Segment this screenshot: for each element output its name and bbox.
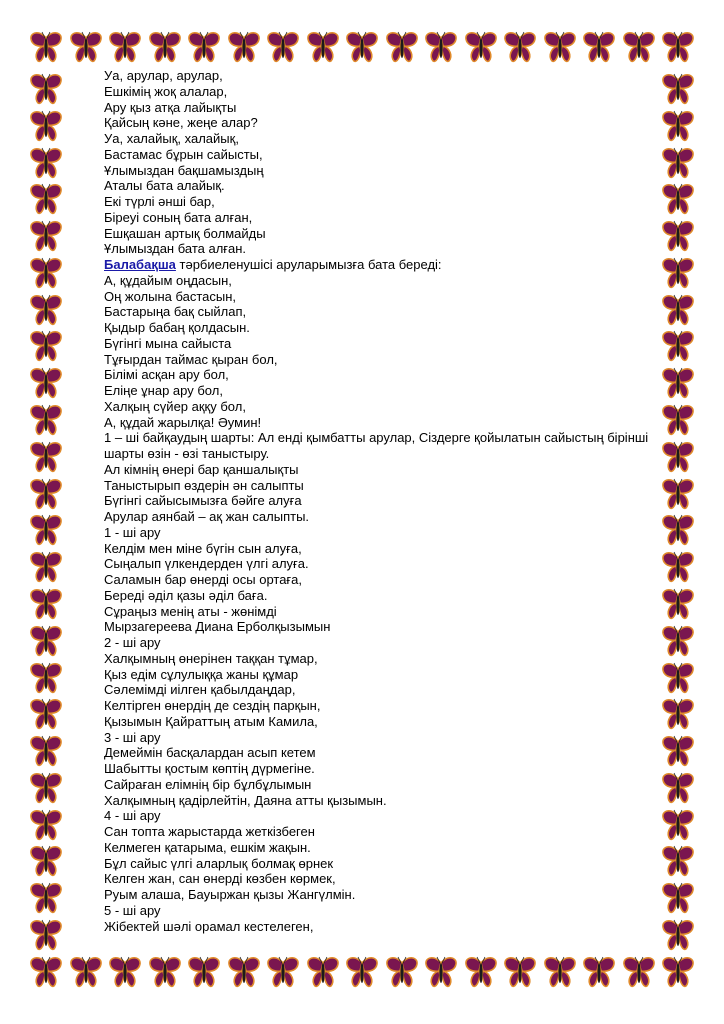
butterfly-icon bbox=[28, 881, 64, 915]
butterfly-icon bbox=[107, 30, 143, 64]
butterfly-icon bbox=[28, 955, 64, 989]
poem-line: 2 - ші ару bbox=[104, 635, 161, 650]
poem-line: Ешкімің жоқ алалар, bbox=[104, 83, 228, 99]
poem-line: Сан топта жарыстарда жеткізбеген bbox=[104, 824, 315, 839]
poem-line: 4 - ші ару bbox=[104, 808, 161, 824]
poem-line: Ешқашан артық болмайды bbox=[104, 225, 266, 241]
butterfly-icon bbox=[28, 440, 64, 474]
poem-line: Оң жолына бастасын, bbox=[104, 288, 237, 304]
butterfly-icon bbox=[28, 293, 64, 327]
butterfly-icon bbox=[107, 955, 143, 989]
butterfly-icon bbox=[147, 955, 183, 989]
butterfly-icon bbox=[28, 219, 64, 253]
poem-line: Қыдыр бабаң қолдасын. bbox=[104, 320, 250, 335]
butterfly-icon bbox=[660, 661, 696, 695]
poem-line: 3 - ші ару bbox=[104, 729, 161, 745]
poem-line: Аталы бата алайық. bbox=[104, 178, 225, 194]
butterfly-icon bbox=[28, 72, 64, 106]
poem-line: Екі түрлі әнші бар, bbox=[104, 194, 215, 209]
poem-line: Халқымның қадірлейтін, Даяна атты қызымын. bbox=[104, 792, 387, 808]
butterfly-icon bbox=[344, 955, 380, 989]
contest-condition-paragraph: 1 – ші байқаудың шарты: Ал енді қымбатты арулар, Сіздерге қойылатын сайыстың бірінші шарты өзін - өзі таныстыру. bbox=[104, 430, 649, 461]
butterfly-icon bbox=[660, 72, 696, 106]
butterfly-icon bbox=[28, 513, 64, 547]
butterfly-icon bbox=[660, 477, 696, 511]
butterfly-icon bbox=[621, 30, 657, 64]
poem-line: Бұл сайыс үлгі аларлық болмақ өрнек bbox=[104, 855, 334, 871]
poem-line: А, құдайым оңдасын, bbox=[104, 272, 232, 288]
butterfly-icon bbox=[265, 30, 301, 64]
butterfly-icon bbox=[542, 955, 578, 989]
butterfly-icon bbox=[28, 918, 64, 952]
butterfly-icon bbox=[384, 30, 420, 64]
butterfly-border-left bbox=[28, 72, 64, 952]
butterfly-icon bbox=[344, 30, 380, 64]
blessing-intro-line bbox=[104, 257, 664, 273]
butterfly-icon bbox=[660, 550, 696, 584]
poem-line: Келмеген қатарыма, ешкім жақын. bbox=[104, 839, 311, 855]
poem-lines-blessing bbox=[104, 273, 664, 431]
butterfly-icon bbox=[660, 734, 696, 768]
butterfly-icon bbox=[28, 256, 64, 290]
butterfly-icon bbox=[621, 955, 657, 989]
butterfly-border-bottom bbox=[28, 955, 696, 991]
butterfly-icon bbox=[660, 182, 696, 216]
poem-line: Білімі асқан ару бол, bbox=[104, 367, 229, 383]
poem-line: 1 - ші ару bbox=[104, 524, 161, 540]
poem-line: Уа, халайық, халайық, bbox=[104, 131, 239, 146]
butterfly-icon bbox=[226, 30, 262, 64]
poem-line: Мырзагереева Диана Ерболқызымын bbox=[104, 619, 331, 635]
butterfly-icon bbox=[68, 30, 104, 64]
poem-line: Таныстырып өздерін ән салыпты bbox=[104, 477, 304, 493]
poem-line: Келтірген өнердің де сездің парқын, bbox=[104, 698, 321, 713]
blessing-intro-text: тәрбиеленушісі аруларымызға бата береді: bbox=[175, 257, 442, 272]
poem-line: Қызымын Қайраттың атым Камила, bbox=[104, 713, 318, 729]
butterfly-border-right bbox=[660, 72, 696, 952]
butterfly-icon bbox=[660, 955, 696, 989]
poem-line: А, құдай жарылқа! Әумин! bbox=[104, 414, 262, 430]
butterfly-border-top bbox=[28, 30, 696, 66]
butterfly-icon bbox=[28, 403, 64, 437]
butterfly-icon bbox=[660, 256, 696, 290]
butterfly-icon bbox=[305, 955, 341, 989]
butterfly-icon bbox=[28, 697, 64, 731]
butterfly-icon bbox=[660, 366, 696, 400]
poem-line: Жібектей шәлі орамал кестелеген, bbox=[104, 918, 314, 934]
butterfly-icon bbox=[186, 955, 222, 989]
poem-line: Келген жан, сан өнерді көзбен көрмек, bbox=[104, 871, 336, 887]
poem-line: Бүгінгі мына сайыста bbox=[104, 335, 232, 351]
butterfly-icon bbox=[147, 30, 183, 64]
poem-line: Біреуі соның бата алған, bbox=[104, 209, 253, 225]
poem-line: Қайсың кәне, жеңе алар? bbox=[104, 115, 258, 131]
poem-line: Ал кімнің өнері бар қаншалықты bbox=[104, 461, 299, 477]
butterfly-icon bbox=[660, 30, 696, 64]
butterfly-icon bbox=[28, 109, 64, 143]
butterfly-icon bbox=[423, 30, 459, 64]
butterfly-icon bbox=[28, 771, 64, 805]
butterfly-icon bbox=[28, 30, 64, 64]
butterfly-icon bbox=[660, 403, 696, 437]
butterfly-icon bbox=[226, 955, 262, 989]
poem-line: Сәлемімді иілген қабылдаңдар, bbox=[104, 682, 296, 698]
balabaksha-link[interactable]: Балабақша bbox=[104, 257, 176, 272]
butterfly-icon bbox=[502, 30, 538, 64]
poem-line: Сыңалып үлкендерден үлгі алуға. bbox=[104, 556, 309, 572]
poem-line: Сұраңыз менің аты - жөнімді bbox=[104, 603, 277, 619]
poem-line: Ұлымыздан бата алған. bbox=[104, 241, 247, 257]
butterfly-icon bbox=[265, 955, 301, 989]
poem-line: Бүгінгі сайысымызға бәйге алуға bbox=[104, 493, 302, 509]
poem-line: Береді әділ қазы әділ баға. bbox=[104, 587, 268, 603]
poem-line: Қыз едім сұлулыққа жаны құмар bbox=[104, 666, 299, 682]
poem-line: Келдім мен міне бүгін сын алуға, bbox=[104, 540, 302, 556]
butterfly-icon bbox=[660, 918, 696, 952]
poem-line: Халқың сүйер аққу бол, bbox=[104, 398, 246, 414]
butterfly-icon bbox=[28, 844, 64, 878]
butterfly-icon bbox=[463, 30, 499, 64]
poem-line: Бастарыңа бақ сыйлап, bbox=[104, 304, 247, 320]
butterfly-icon bbox=[660, 771, 696, 805]
butterfly-icon bbox=[660, 624, 696, 658]
poem-line: Тұғырдан таймас қыран бол, bbox=[104, 351, 278, 367]
butterfly-icon bbox=[660, 513, 696, 547]
butterfly-icon bbox=[660, 697, 696, 731]
poem-line: Руым алаша, Бауыржан қызы Жангүлмін. bbox=[104, 887, 356, 902]
butterfly-icon bbox=[28, 661, 64, 695]
butterfly-icon bbox=[305, 30, 341, 64]
butterfly-icon bbox=[660, 146, 696, 180]
butterfly-icon bbox=[502, 955, 538, 989]
poem-line: Арулар аянбай – ақ жан салыпты. bbox=[104, 509, 310, 524]
poem-line: Ұлымыздан бақшамыздың bbox=[104, 162, 264, 178]
poem-lines-intro bbox=[104, 68, 664, 257]
poem-line: Шабытты қостым көптің дүрмегіне. bbox=[104, 761, 315, 776]
butterfly-icon bbox=[542, 30, 578, 64]
poem-line: Ару қыз атқа лайықты bbox=[104, 99, 237, 115]
butterfly-icon bbox=[28, 587, 64, 621]
butterfly-icon bbox=[660, 881, 696, 915]
butterfly-icon bbox=[28, 624, 64, 658]
poem-line: Бастамас бұрын сайысты, bbox=[104, 146, 263, 162]
butterfly-icon bbox=[660, 844, 696, 878]
butterfly-icon bbox=[660, 808, 696, 842]
poem-lines-contestants bbox=[104, 462, 664, 935]
butterfly-icon bbox=[423, 955, 459, 989]
butterfly-icon bbox=[660, 329, 696, 363]
butterfly-icon bbox=[581, 955, 617, 989]
poem-line: Сайраған елімнің бір бұлбұлымын bbox=[104, 776, 312, 792]
poem-line: Еліңе ұнар ару бол, bbox=[104, 383, 223, 398]
butterfly-icon bbox=[186, 30, 222, 64]
butterfly-icon bbox=[68, 955, 104, 989]
poem-line: 5 - ші ару bbox=[104, 902, 161, 918]
butterfly-icon bbox=[28, 550, 64, 584]
butterfly-icon bbox=[660, 219, 696, 253]
butterfly-icon bbox=[28, 734, 64, 768]
butterfly-icon bbox=[581, 30, 617, 64]
poem-line: Демеймін басқалардан асып кетем bbox=[104, 745, 316, 761]
poem-line: Халқымның өнерінен таққан тұмар, bbox=[104, 650, 318, 666]
butterfly-icon bbox=[28, 329, 64, 363]
butterfly-icon bbox=[660, 587, 696, 621]
butterfly-icon bbox=[28, 808, 64, 842]
butterfly-icon bbox=[28, 182, 64, 216]
poem-line: Уа, арулар, арулар, bbox=[104, 68, 223, 83]
butterfly-icon bbox=[384, 955, 420, 989]
butterfly-icon bbox=[660, 293, 696, 327]
butterfly-icon bbox=[28, 146, 64, 180]
poem-document bbox=[104, 68, 664, 934]
poem-line: Саламын бар өнерді осы ортаға, bbox=[104, 572, 303, 587]
butterfly-icon bbox=[463, 955, 499, 989]
butterfly-icon bbox=[28, 477, 64, 511]
butterfly-icon bbox=[660, 440, 696, 474]
butterfly-icon bbox=[660, 109, 696, 143]
butterfly-icon bbox=[28, 366, 64, 400]
